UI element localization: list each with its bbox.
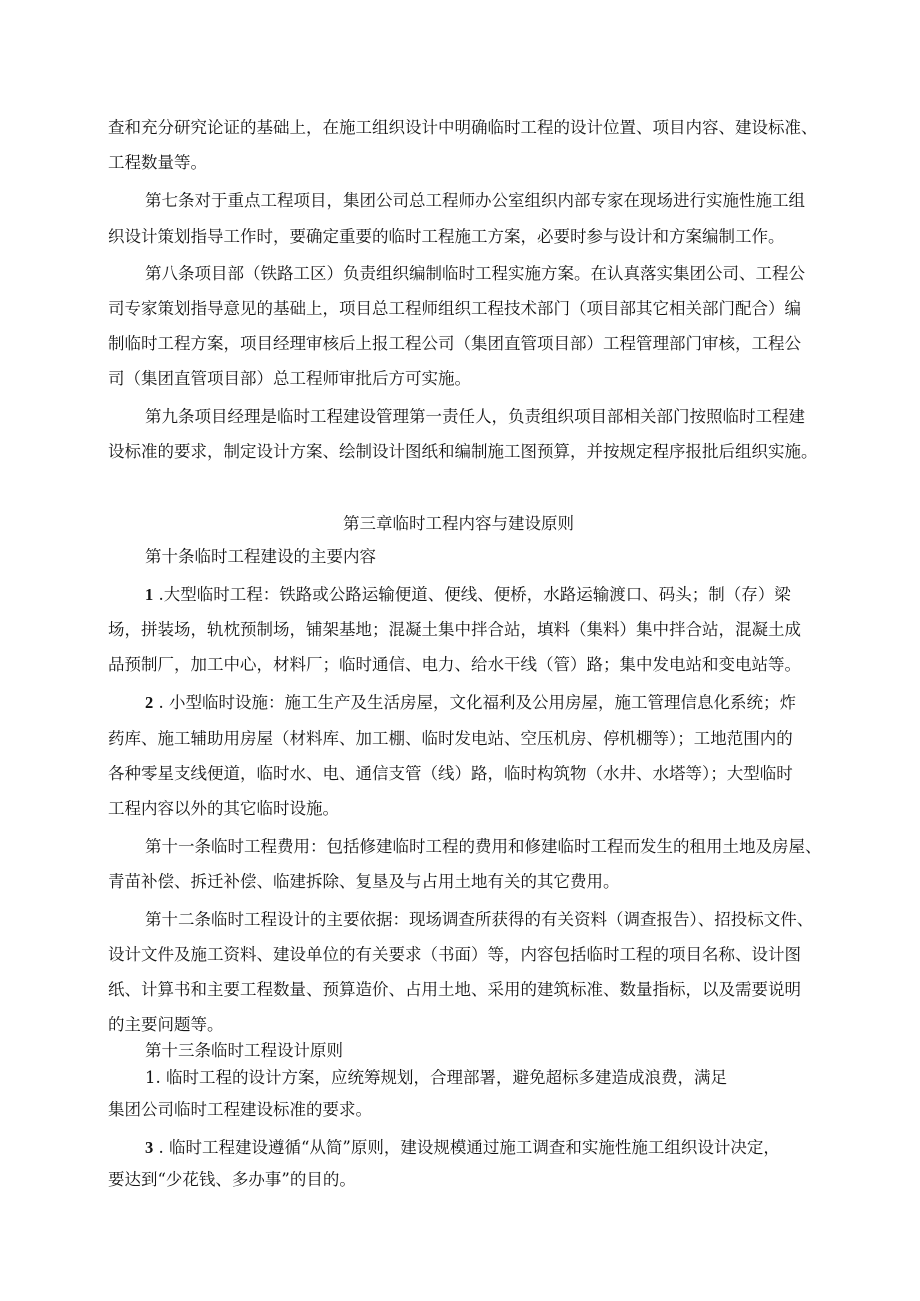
article-9-line: 第九条项目经理是临时工程建设管理第一责任人，负责组织项目部相关部门按照临时工程建	[145, 407, 805, 426]
list-item-2-line: 2 . 小型临时设施：施工生产及生活房屋，文化福利及公用房屋，施工管理信息化系统；炸	[145, 693, 796, 712]
article-11-line: 第十一条临时工程费用：包括修建临时工程的费用和修建临时工程而发生的租用土地及房屋、	[145, 837, 822, 856]
article-11-line: 青苗补偿、拆迁补偿、临建拆除、复垦及与占用土地有关的其它费用。	[108, 872, 620, 891]
list-item-1-line: 品预制厂，加工中心，材料厂；临时通信、电力、给水干线（管）路；集中发电站和变电站等。	[108, 655, 801, 674]
list-item-2-line: 药库、施工辅助用房屋（材料库、加工棚、临时发电站、空压机房、停机棚等）；工地范围内的	[108, 729, 793, 748]
article-13-heading: 第十三条临时工程设计原则	[145, 1041, 343, 1060]
text-line: 工程数量等。	[108, 153, 207, 172]
list-item-1-line: 场，拼装场，轨枕预制场，铺架基地；混凝土集中拌合站，填料（集料）集中拌合站，混凝土成	[108, 620, 801, 639]
article-7-line: 第七条对于重点工程项目，集团公司总工程师办公室组织内部专家在现场进行实施性施工组	[145, 191, 805, 210]
article-7-line: 织设计策划指导工作时，要确定重要的临时工程施工方案，必要时参与设计和方案编制工作。	[108, 227, 785, 246]
article-12-line: 的主要问题等。	[108, 1015, 224, 1034]
article-10-heading: 第十条临时工程建设的主要内容	[145, 547, 376, 566]
article-8-line: 第八条项目部（铁路工区）负责组织编制临时工程实施方案。在认真落实集团公司、工程公	[145, 264, 805, 283]
chapter-heading: 第三章临时工程内容与建设原则	[343, 514, 574, 533]
article-8-line: 司专家策划指导意见的基础上，项目总工程师组织工程技术部门（项目部其它相关部门配合）编	[108, 299, 801, 318]
list-item-3-line: 要达到“少花钱、多办事”的目的。	[108, 1170, 356, 1189]
principle-1-line: 1. 临时工程的设计方案，应统筹规划，合理部署，避免超标多建造成浪费，满足	[145, 1068, 727, 1087]
article-12-line: 第十二条临时工程设计的主要依据：现场调查所获得的有关资料（调查报告）、招投标文件、	[145, 910, 814, 929]
principle-1-line: 集团公司临时工程建设标准的要求。	[108, 1100, 372, 1119]
list-item-1-line: 1 .大型临时工程：铁路或公路运输便道、便线、便桥，水路运输渡口、码头；制（存）梁	[145, 585, 791, 604]
list-item-2-line: 工程内容以外的其它临时设施。	[108, 799, 339, 818]
list-number: 2	[145, 693, 154, 712]
article-12-line: 设计文件及施工资料、建设单位的有关要求（书面）等，内容包括临时工程的项目名称、设计图	[108, 945, 801, 964]
article-12-line: 纸、计算书和主要工程数量、预算造价、占用土地、采用的建筑标准、数量指标，以及需要说明	[108, 980, 801, 999]
text-line: 查和充分研究论证的基础上，在施工组织设计中明确临时工程的设计位置、项目内容、建设标准、	[108, 118, 818, 137]
article-8-line: 司（集团直管项目部）总工程师审批后方可实施。	[108, 369, 471, 388]
article-9-line: 设标准的要求，制定设计方案、绘制设计图纸和编制施工图预算，并按规定程序报批后组织实施。	[108, 442, 818, 461]
list-item-2-line: 各种零星支线便道，临时水、电、通信支管（线）路，临时构筑物（水井、水塔等）；大型临时	[108, 764, 793, 783]
list-number: 1	[145, 585, 154, 604]
article-8-line: 制临时工程方案，项目经理审核后上报工程公司（集团直管项目部）工程管理部门审核，工程公	[108, 334, 801, 353]
list-number: 3	[145, 1138, 154, 1157]
list-item-3-line: 3 . 临时工程建设遵循“从简”原则，建设规模通过施工调查和实施性施工组织设计决定，	[145, 1138, 780, 1157]
